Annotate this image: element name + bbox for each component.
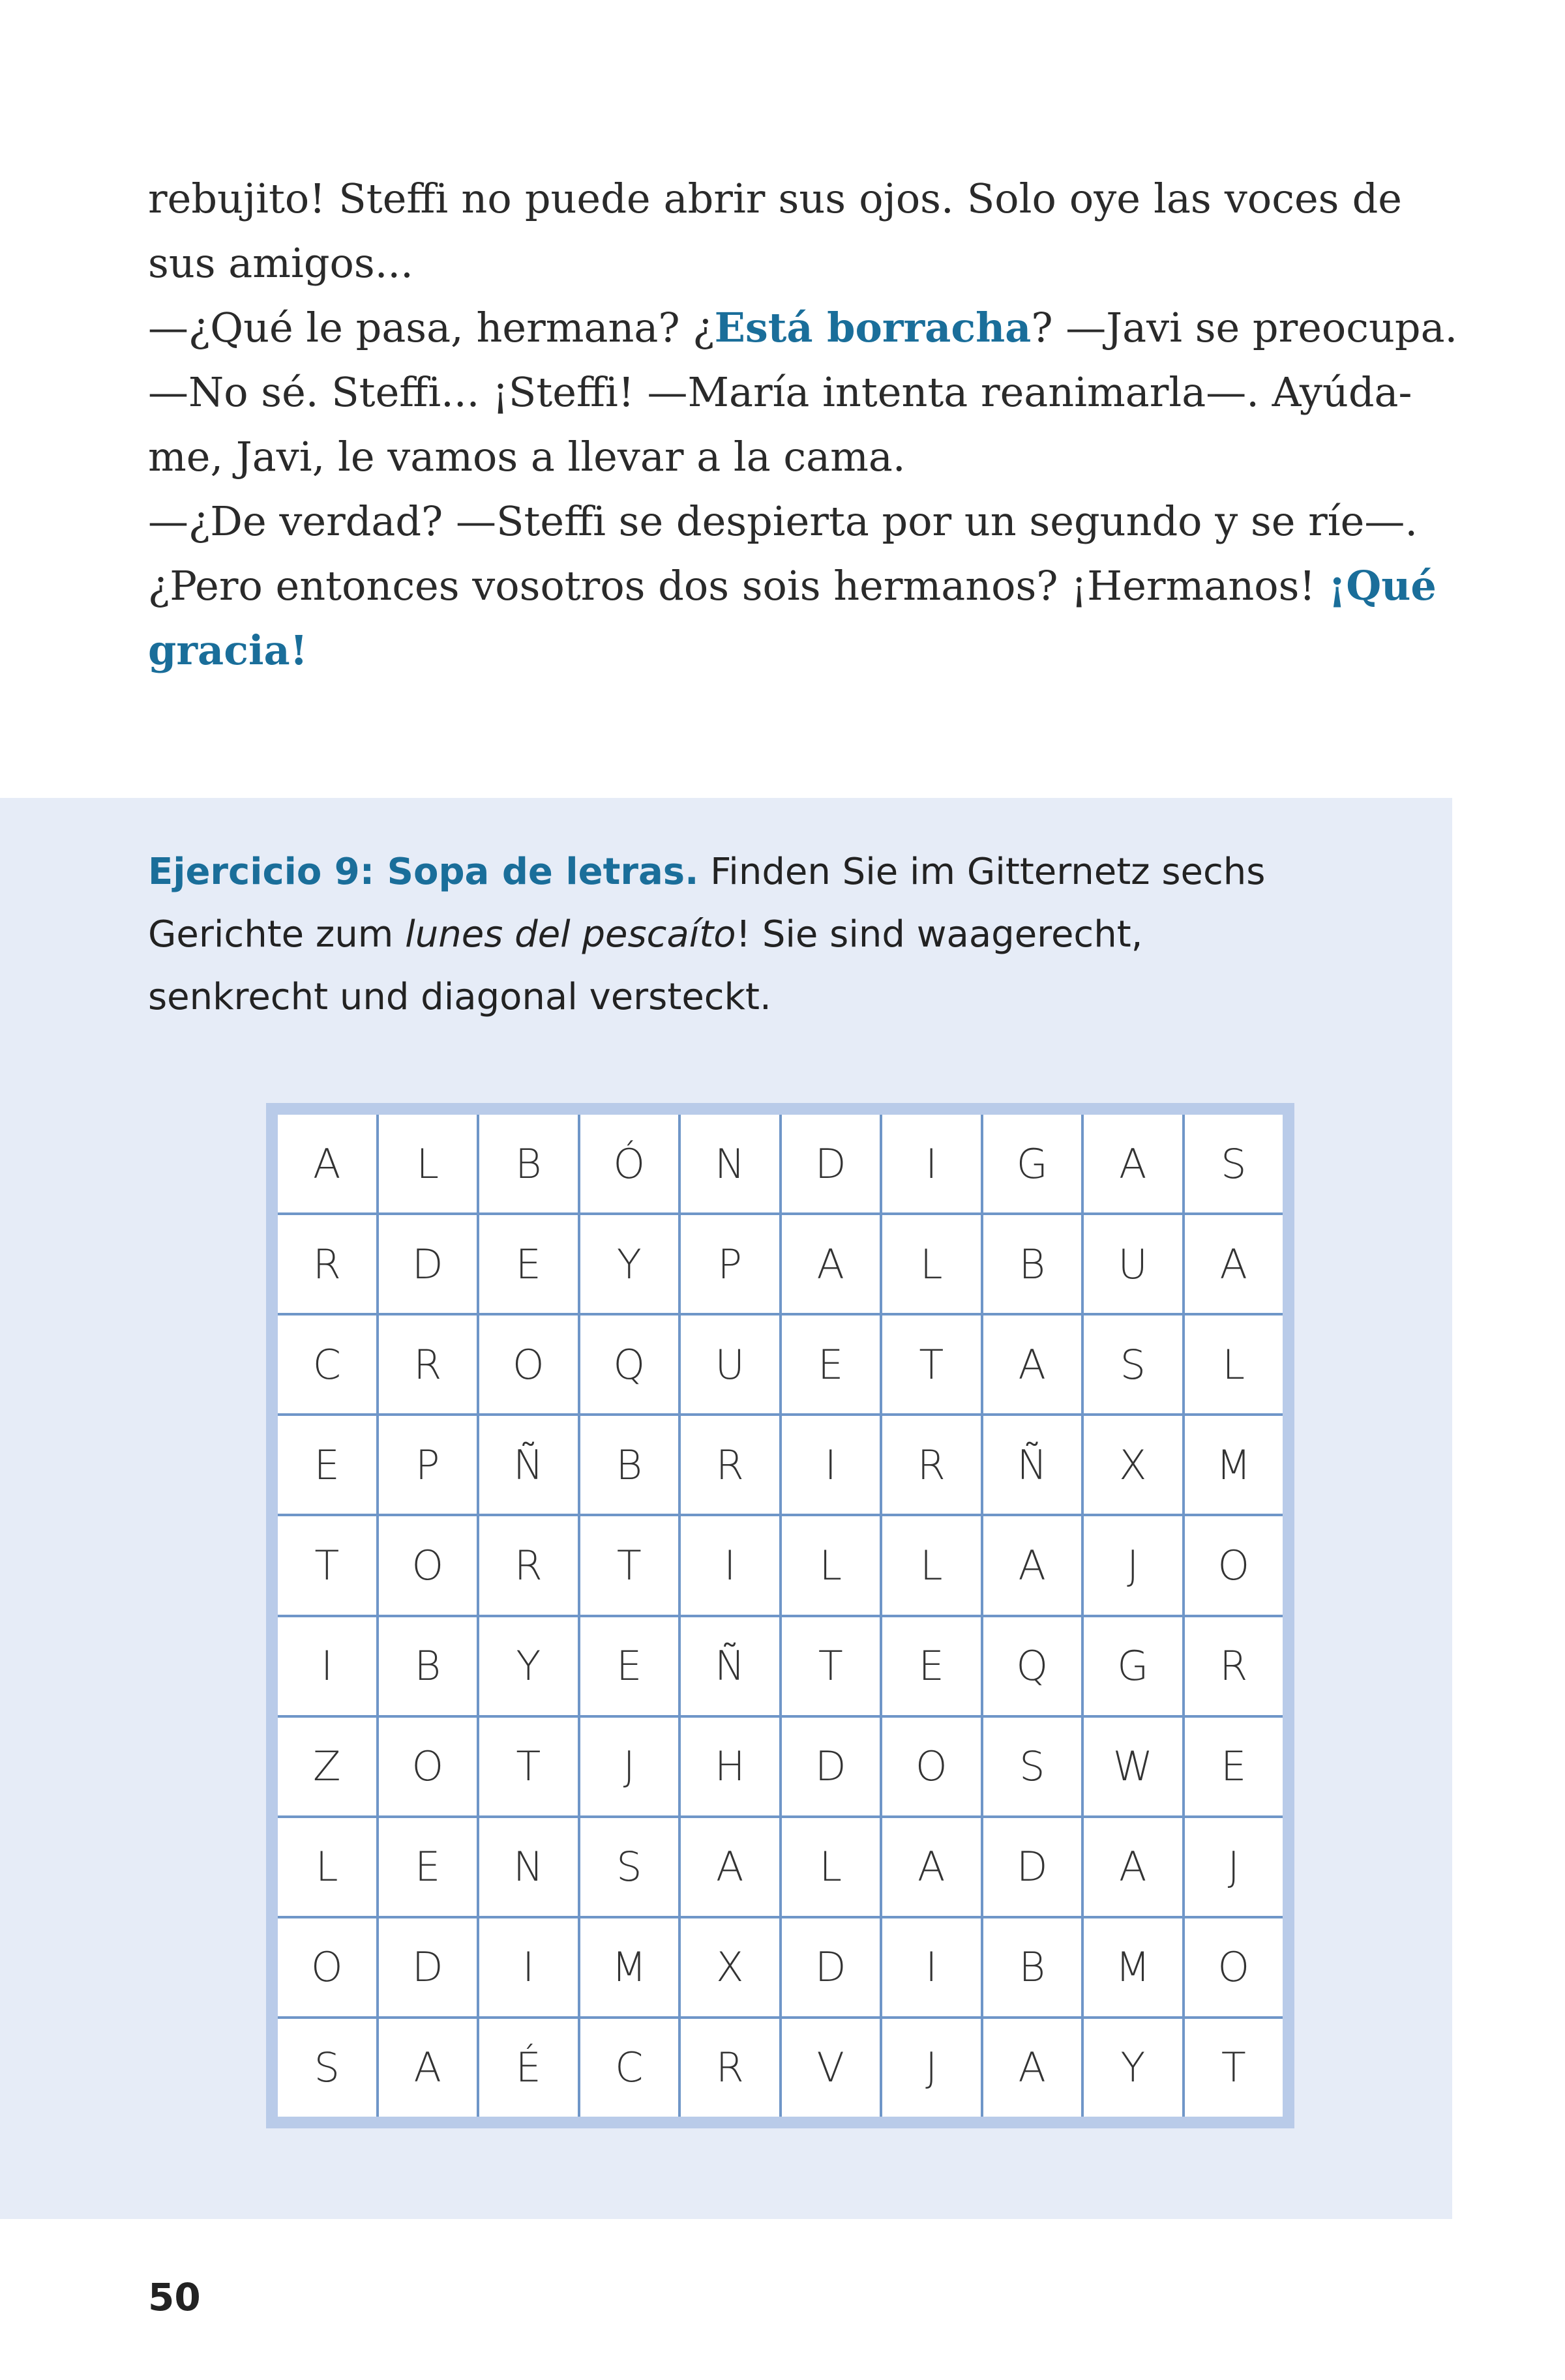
grid-cell[interactable]: O (1185, 1918, 1283, 2016)
grid-cell[interactable]: D (782, 1918, 880, 2016)
grid-cell[interactable]: C (278, 1315, 376, 1413)
grid-cell[interactable]: D (983, 1818, 1082, 1916)
grid-cell[interactable]: J (580, 1718, 679, 1815)
grid-cell[interactable]: U (1084, 1215, 1182, 1313)
highlighted-phrase: ¡Qué (1328, 562, 1437, 610)
grid-cell[interactable]: A (983, 2019, 1082, 2117)
grid-cell[interactable]: A (278, 1115, 376, 1212)
grid-cell[interactable]: G (983, 1115, 1082, 1212)
grid-cell[interactable]: N (479, 1818, 578, 1916)
grid-cell[interactable]: B (379, 1617, 477, 1715)
grid-cell[interactable]: R (681, 1416, 779, 1514)
grid-cell[interactable]: L (882, 1215, 981, 1313)
grid-cell[interactable]: L (1185, 1315, 1283, 1413)
grid-cell[interactable]: Y (479, 1617, 578, 1715)
grid-cell[interactable]: Ñ (479, 1416, 578, 1514)
grid-cell[interactable]: S (983, 1718, 1082, 1815)
grid-cell[interactable]: L (379, 1115, 477, 1212)
page-number: 50 (148, 2275, 201, 2319)
grid-cell[interactable]: G (1084, 1617, 1182, 1715)
grid-cell[interactable]: E (479, 1215, 578, 1313)
grid-cell[interactable]: X (681, 1918, 779, 2016)
story-line (148, 424, 1402, 489)
grid-cell[interactable]: L (278, 1818, 376, 1916)
grid-cell[interactable]: J (1185, 1818, 1283, 1916)
grid-cell[interactable]: Y (580, 1215, 679, 1313)
exercise-instructions (148, 841, 1387, 1029)
story-line (148, 618, 1402, 683)
grid-cell[interactable]: R (681, 2019, 779, 2117)
grid-cell[interactable]: A (782, 1215, 880, 1313)
grid-cell[interactable]: X (1084, 1416, 1182, 1514)
grid-cell[interactable]: R (1185, 1617, 1283, 1715)
highlighted-phrase: Está borracha (714, 304, 1032, 351)
grid-cell[interactable]: B (983, 1215, 1082, 1313)
grid-cell[interactable]: O (882, 1718, 981, 1815)
text: ¿Pero entonces vosotros dos sois hermanos? ¡Hermanos! (148, 562, 1329, 610)
grid-cell[interactable]: T (278, 1516, 376, 1614)
grid-cell[interactable]: M (1185, 1416, 1283, 1514)
grid-cell[interactable]: M (1084, 1918, 1182, 2016)
story-line (148, 553, 1437, 618)
grid-cell[interactable]: A (681, 1818, 779, 1916)
grid-cell[interactable]: R (278, 1215, 376, 1313)
story-line (148, 295, 1458, 360)
grid-cell[interactable]: E (580, 1617, 679, 1715)
grid-cell[interactable]: O (1185, 1516, 1283, 1614)
grid-cell[interactable]: S (1084, 1315, 1182, 1413)
grid-cell[interactable]: Ó (580, 1115, 679, 1212)
text: —No sé. Steffi... ¡Steffi! —María intenta reanimarla—. Ayúda- (148, 368, 1412, 416)
grid-cell[interactable]: B (983, 1918, 1082, 2016)
grid-cell[interactable]: D (782, 1718, 880, 1815)
grid-cell[interactable]: O (479, 1315, 578, 1413)
grid-cell[interactable]: S (278, 2019, 376, 2117)
grid-cell[interactable]: O (379, 1516, 477, 1614)
grid-cell[interactable]: U (681, 1315, 779, 1413)
grid-cell[interactable]: Ñ (681, 1617, 779, 1715)
grid-cell[interactable]: L (782, 1818, 880, 1916)
grid-cell[interactable]: E (278, 1416, 376, 1514)
grid-cell[interactable]: E (882, 1617, 981, 1715)
text: —¿Qué le pasa, hermana? ¿ (148, 304, 715, 351)
grid-cell[interactable]: H (681, 1718, 779, 1815)
text: senkrecht und diagonal versteckt. (148, 976, 771, 1018)
grid-cell[interactable]: Q (580, 1315, 679, 1413)
grid-cell[interactable]: Ñ (983, 1416, 1082, 1514)
grid-cell[interactable]: D (379, 1215, 477, 1313)
grid-cell[interactable]: E (1185, 1718, 1283, 1815)
grid-cell[interactable]: V (782, 2019, 880, 2117)
text: Gerichte zum (148, 913, 406, 956)
grid-cell[interactable]: T (1185, 2019, 1283, 2117)
grid-cell[interactable]: I (882, 1115, 981, 1212)
grid-cell[interactable]: C (580, 2019, 679, 2117)
highlighted-phrase: gracia! (148, 626, 308, 674)
word-search-grid (266, 1103, 1294, 2128)
grid-cell[interactable]: Z (278, 1718, 376, 1815)
grid-cell[interactable]: O (379, 1718, 477, 1815)
grid-cell[interactable]: Y (1084, 2019, 1182, 2117)
emphasis: lunes del pescaíto (405, 913, 736, 956)
grid-cell[interactable]: T (782, 1617, 880, 1715)
grid-cell[interactable]: A (1084, 1115, 1182, 1212)
grid-cell[interactable]: A (882, 1818, 981, 1916)
grid-cell[interactable]: E (379, 1818, 477, 1916)
text: sus amigos... (148, 239, 413, 287)
grid-cell[interactable]: I (782, 1416, 880, 1514)
grid-cell[interactable]: É (479, 2019, 578, 2117)
grid-cell[interactable]: P (379, 1416, 477, 1514)
grid-cell[interactable]: A (983, 1516, 1082, 1614)
grid-cell[interactable]: A (983, 1315, 1082, 1413)
story-line (148, 166, 1402, 231)
story-text (148, 166, 1458, 683)
text: ! Sie sind waagerecht, (736, 913, 1143, 956)
grid-cell[interactable]: A (1084, 1818, 1182, 1916)
text: me, Javi, le vamos a llevar a la cama. (148, 433, 906, 480)
grid-cell[interactable]: I (278, 1617, 376, 1715)
grid-cell[interactable]: S (580, 1818, 679, 1916)
grid-cell[interactable]: S (1185, 1115, 1283, 1212)
grid-cell[interactable]: T (882, 1315, 981, 1413)
grid-cell[interactable]: D (782, 1115, 880, 1212)
grid-cell[interactable]: I (479, 1918, 578, 2016)
exercise-title: Ejercicio 9: Sopa de letras. (148, 851, 699, 893)
story-line (148, 489, 1418, 553)
grid-cell[interactable]: R (479, 1516, 578, 1614)
grid-cell[interactable]: B (580, 1416, 679, 1514)
grid-cell[interactable]: O (278, 1918, 376, 2016)
grid-cell[interactable]: J (1084, 1516, 1182, 1614)
grid-cell[interactable]: E (782, 1315, 880, 1413)
text: ? —Javi se preocupa. (1031, 304, 1458, 351)
grid-cell[interactable]: N (681, 1115, 779, 1212)
grid-cell[interactable]: R (882, 1416, 981, 1514)
grid-cell[interactable]: B (479, 1115, 578, 1212)
grid-cell[interactable]: M (580, 1918, 679, 2016)
grid-cell[interactable]: R (379, 1315, 477, 1413)
text: rebujito! Steffi no puede abrir sus ojos. Solo oye las voces de (148, 175, 1402, 222)
grid-cell[interactable]: W (1084, 1718, 1182, 1815)
grid-cell[interactable]: T (580, 1516, 679, 1614)
grid-cell[interactable]: Q (983, 1617, 1082, 1715)
grid-cell[interactable]: I (882, 1918, 981, 2016)
text: Finden Sie im Gitternetz sechs (698, 851, 1266, 893)
grid-cell[interactable]: I (681, 1516, 779, 1614)
story-line (148, 231, 1402, 295)
grid-cell[interactable]: L (882, 1516, 981, 1614)
grid-cell[interactable]: A (1185, 1215, 1283, 1313)
grid-cell[interactable]: A (379, 2019, 477, 2117)
grid-cell[interactable]: J (882, 2019, 981, 2117)
story-line (148, 360, 1412, 424)
text: —¿De verdad? —Steffi se despierta por un segundo y se ríe—. (148, 497, 1418, 545)
grid-cell[interactable]: D (379, 1918, 477, 2016)
grid-cell[interactable]: L (782, 1516, 880, 1614)
grid-cell[interactable]: P (681, 1215, 779, 1313)
grid-cell[interactable]: T (479, 1718, 578, 1815)
